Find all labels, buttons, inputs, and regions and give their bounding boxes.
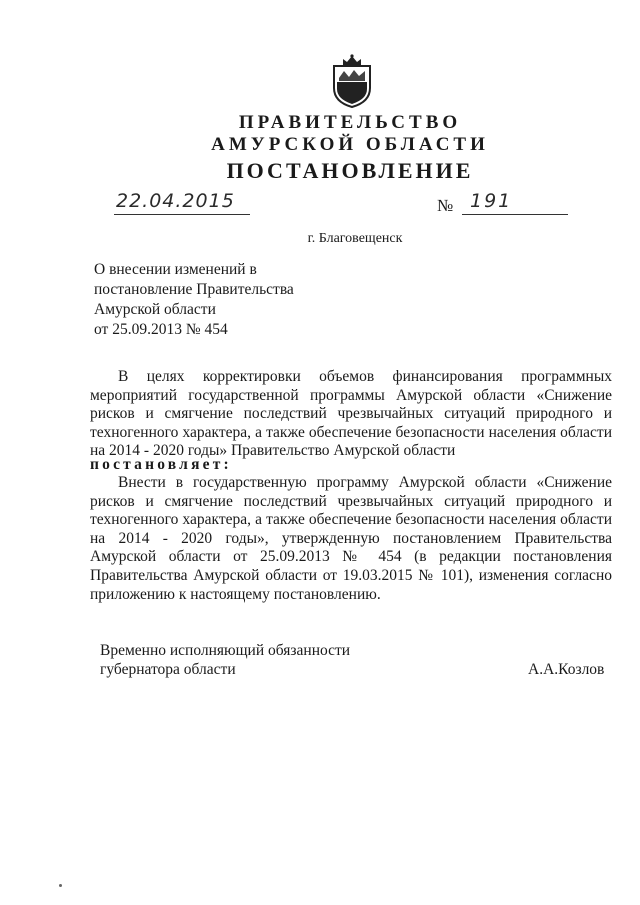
resolves-heading: постановляет: [90, 456, 232, 473]
handwritten-date: 22.04.2015 [116, 190, 235, 212]
signatory-name: А.А.Козлов [528, 661, 605, 678]
signatory-role-line: Временно исполняющий обязанности [100, 642, 351, 659]
signatory-role-line: губернатора области [100, 661, 236, 678]
subject-line: Амурской области [94, 301, 216, 318]
document-subject [94, 260, 294, 340]
coat-of-arms-icon [330, 52, 374, 108]
subject-line: от 25.09.2013 № 454 [94, 321, 228, 338]
government-title-line2: АМУРСКОЙ ОБЛАСТИ [211, 134, 489, 155]
city: г. Благовещенск [307, 231, 403, 246]
government-title-line1: ПРАВИТЕЛЬСТВО [238, 112, 462, 133]
subject-line: постановление Правительства [94, 281, 294, 298]
scan-speck [59, 884, 62, 887]
preamble-paragraph: В целях корректировки объемов финансирования программных мероприятий государственной программы Амурской области «Снижение рисков и смягчение последствий чрезвычайных ситуаций природного и техногенного характера, а также обеспечение безопасности населения области на 2014 - 2020 годы» Правительство Амурской области [90, 368, 612, 460]
date-underline [114, 214, 250, 215]
subject-line: О внесении изменений в [94, 261, 257, 278]
number-label: № [437, 196, 454, 215]
decision-paragraph: Внести в государственную программу Амурской области «Снижение рисков и смягчение последствий чрезвычайных ситуаций природного и техногенного характера, а также обеспечение безопасности населения области на 2014 - 2020 годы», утвержденную постановлением Правительства Амурской области от 25.09.2013 № 454 (в редакции постановления Правительства Амурской области от 19.03.2015 № 101), изменения согласно приложению к настоящему постановлению. [90, 474, 612, 603]
handwritten-number: 191 [470, 190, 513, 212]
document-type: ПОСТАНОВЛЕНИЕ [226, 158, 474, 183]
number-underline [462, 214, 568, 215]
signatory-role [100, 641, 350, 679]
